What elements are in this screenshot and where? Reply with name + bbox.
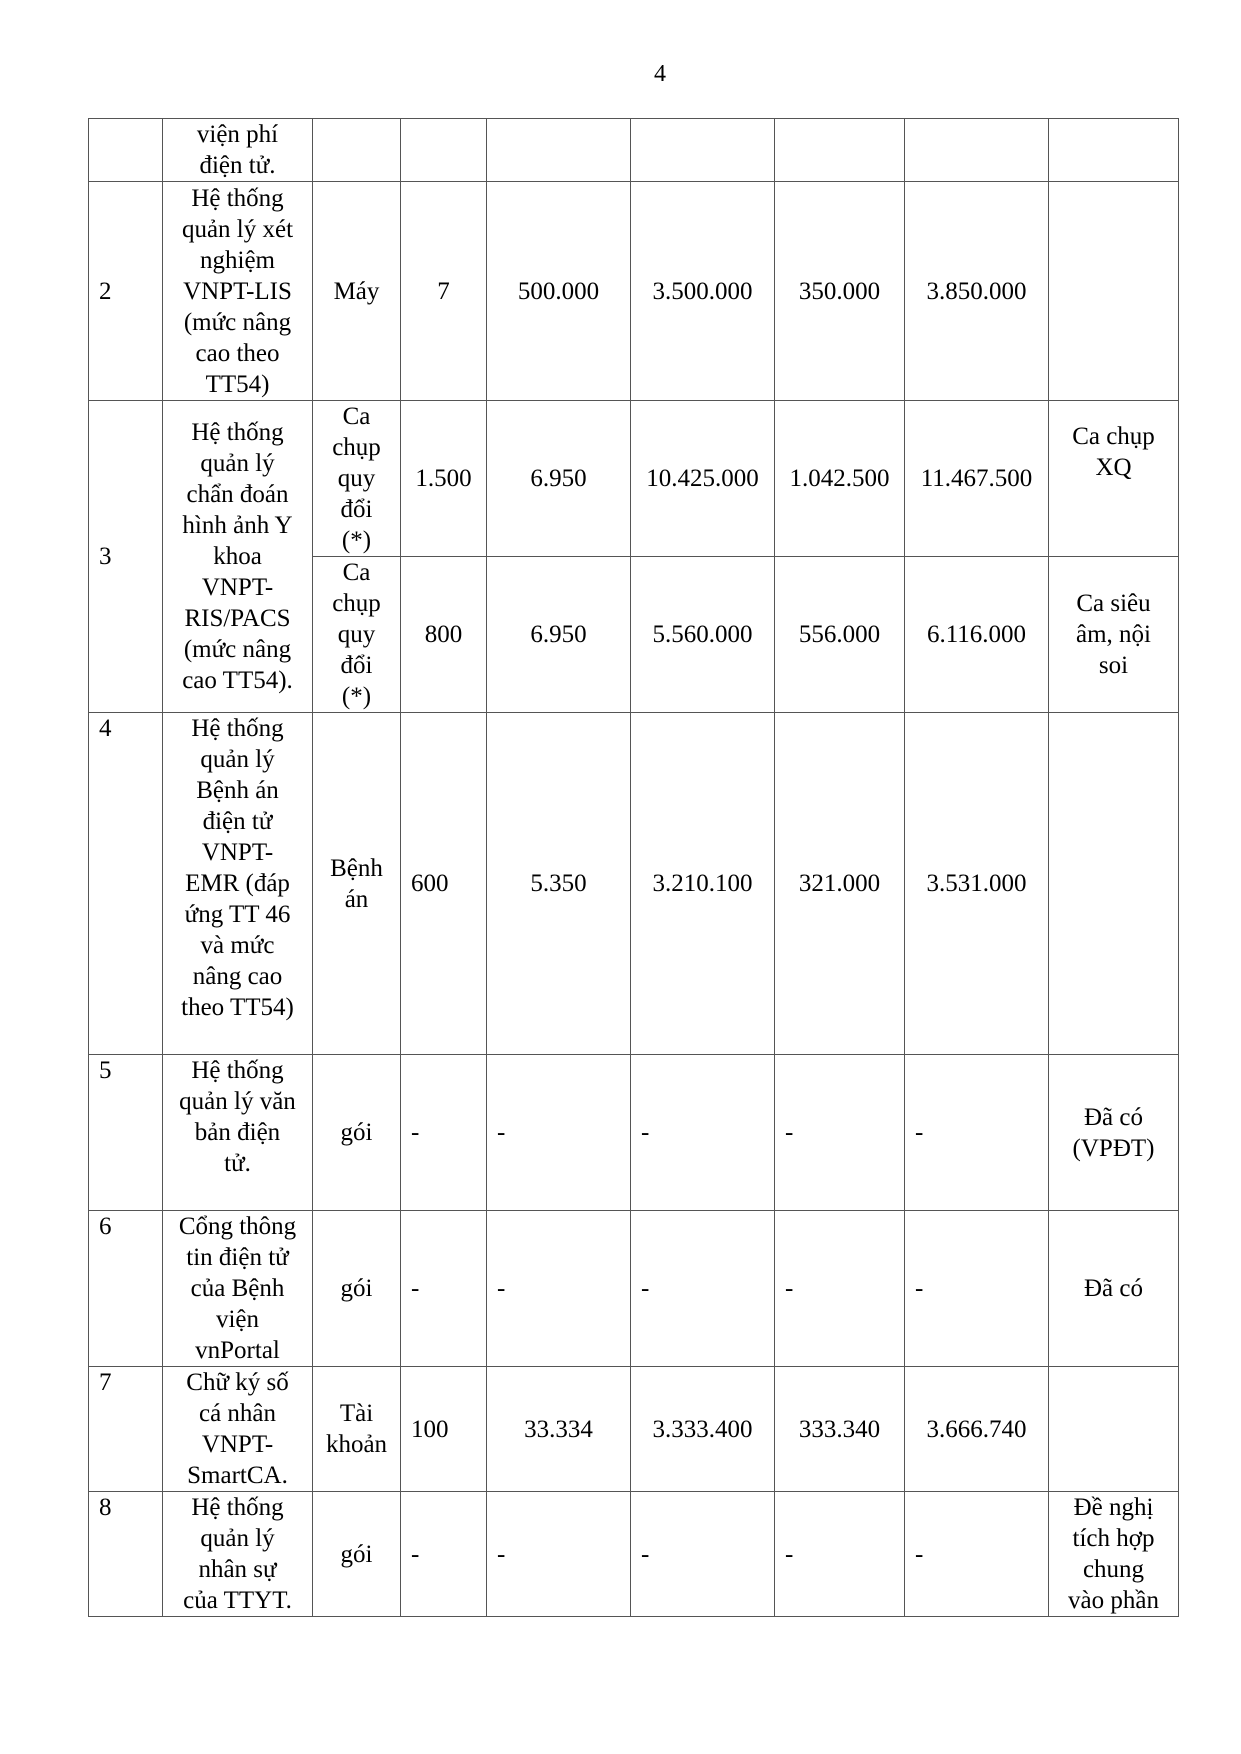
quantity-cell: 600	[401, 713, 487, 1055]
stt-cell	[89, 119, 163, 182]
quantity-cell: 800	[401, 557, 487, 713]
stt-cell: 7	[89, 1367, 163, 1492]
note-cell	[1049, 182, 1179, 401]
unit-price-cell: -	[487, 1492, 631, 1617]
item-name-cell: Hệ thống quản lý nhân sự của TTYT.	[163, 1492, 313, 1617]
stt-cell: 2	[89, 182, 163, 401]
vat-cell: -	[775, 1055, 905, 1211]
unit-price-cell: 33.334	[487, 1367, 631, 1492]
note-cell	[1049, 119, 1179, 182]
amount-cell: 3.333.400	[631, 1367, 775, 1492]
quantity-cell: -	[401, 1492, 487, 1617]
quantity-cell: 1.500	[401, 401, 487, 557]
total-cell: 3.666.740	[905, 1367, 1049, 1492]
unit-price-cell: -	[487, 1211, 631, 1367]
vat-cell: 333.340	[775, 1367, 905, 1492]
unit-price-cell: -	[487, 1055, 631, 1211]
unit-price-cell: 6.950	[487, 557, 631, 713]
item-name-cell: Cổng thông tin điện tử của Bệnh viện vnPortal	[163, 1211, 313, 1367]
note-cell: Đề nghị tích hợp chung vào phần	[1049, 1492, 1179, 1617]
stt-cell: 6	[89, 1211, 163, 1367]
vat-cell	[775, 119, 905, 182]
table-row	[89, 119, 1179, 182]
vat-cell: 556.000	[775, 557, 905, 713]
unit-cell: gói	[313, 1055, 401, 1211]
item-name-cell: Hệ thống quản lý chẩn đoán hình ảnh Y khoa VNPT- RIS/PACS (mức nâng cao TT54).	[163, 401, 313, 713]
stt-cell: 3	[89, 401, 163, 713]
unit-cell: Ca chụp quy đổi (*)	[313, 401, 401, 557]
table-row	[89, 1055, 1179, 1211]
table-row	[89, 1492, 1179, 1617]
stt-cell: 8	[89, 1492, 163, 1617]
item-name-cell: Chữ ký số cá nhân VNPT- SmartCA.	[163, 1367, 313, 1492]
total-cell	[905, 119, 1049, 182]
unit-cell: Ca chụp quy đổi (*)	[313, 557, 401, 713]
total-cell: 6.116.000	[905, 557, 1049, 713]
unit-price-cell	[487, 119, 631, 182]
note-cell	[1049, 1367, 1179, 1492]
note-cell: Đã có	[1049, 1211, 1179, 1367]
amount-cell: -	[631, 1211, 775, 1367]
quantity-cell: -	[401, 1211, 487, 1367]
note-cell: Ca chụp XQ	[1049, 401, 1179, 557]
unit-price-cell: 500.000	[487, 182, 631, 401]
stt-cell: 5	[89, 1055, 163, 1211]
unit-cell: gói	[313, 1211, 401, 1367]
total-cell: 3.531.000	[905, 713, 1049, 1055]
unit-cell: Bệnh án	[313, 713, 401, 1055]
cost-table	[88, 118, 1179, 1617]
item-name-cell: Hệ thống quản lý văn bản điện tử.	[163, 1055, 313, 1211]
table-row	[89, 401, 1179, 557]
amount-cell	[631, 119, 775, 182]
amount-cell: 5.560.000	[631, 557, 775, 713]
amount-cell: -	[631, 1055, 775, 1211]
table-row	[89, 182, 1179, 401]
note-cell: Ca siêu âm, nội soi	[1049, 557, 1179, 713]
vat-cell: 321.000	[775, 713, 905, 1055]
amount-cell: -	[631, 1492, 775, 1617]
unit-price-cell: 6.950	[487, 401, 631, 557]
total-cell: 3.850.000	[905, 182, 1049, 401]
total-cell: -	[905, 1492, 1049, 1617]
item-name-cell: viện phí điện tử.	[163, 119, 313, 182]
quantity-cell: 7	[401, 182, 487, 401]
amount-cell: 10.425.000	[631, 401, 775, 557]
unit-cell	[313, 119, 401, 182]
vat-cell: -	[775, 1492, 905, 1617]
note-cell	[1049, 713, 1179, 1055]
table-row	[89, 1367, 1179, 1492]
unit-price-cell: 5.350	[487, 713, 631, 1055]
table-row	[89, 1211, 1179, 1367]
quantity-cell	[401, 119, 487, 182]
vat-cell: -	[775, 1211, 905, 1367]
vat-cell: 1.042.500	[775, 401, 905, 557]
table-row	[89, 713, 1179, 1055]
item-name-cell: Hệ thống quản lý xét nghiệm VNPT-LIS (mức nâng cao theo TT54)	[163, 182, 313, 401]
amount-cell: 3.500.000	[631, 182, 775, 401]
unit-cell: gói	[313, 1492, 401, 1617]
quantity-cell: -	[401, 1055, 487, 1211]
unit-cell: Máy	[313, 182, 401, 401]
total-cell: 11.467.500	[905, 401, 1049, 557]
note-cell: Đã có (VPĐT)	[1049, 1055, 1179, 1211]
unit-cell: Tài khoản	[313, 1367, 401, 1492]
item-name-cell: Hệ thống quản lý Bệnh án điện tử VNPT- EMR (đáp ứng TT 46 và mức nâng cao theo TT54)	[163, 713, 313, 1055]
quantity-cell: 100	[401, 1367, 487, 1492]
total-cell: -	[905, 1211, 1049, 1367]
amount-cell: 3.210.100	[631, 713, 775, 1055]
vat-cell: 350.000	[775, 182, 905, 401]
total-cell: -	[905, 1055, 1049, 1211]
page-number: 4	[654, 61, 666, 87]
stt-cell: 4	[89, 713, 163, 1055]
